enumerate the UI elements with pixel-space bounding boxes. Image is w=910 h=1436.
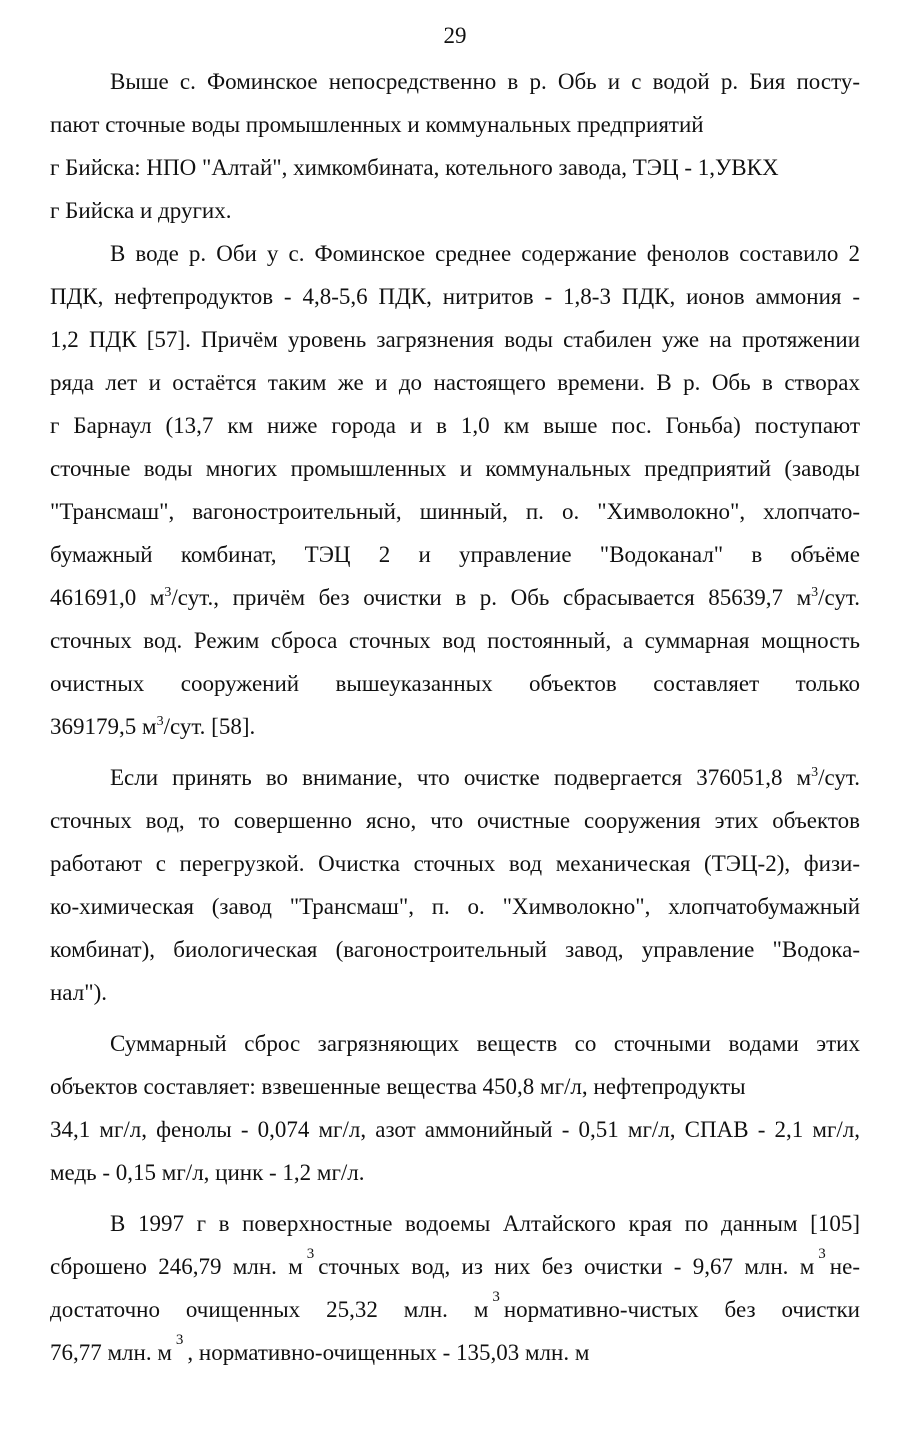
text-line <box>50 576 860 619</box>
page-number: 29 <box>443 23 467 48</box>
text-segment: нормативно-чистых без очистки <box>503 1297 860 1322</box>
superscript: 3 <box>811 585 819 600</box>
text-line: объектов составляет: взвешенные вещества 450,8 мг/л, нефтепродукты <box>50 1074 746 1099</box>
text-line <box>50 1288 860 1331</box>
text-line: пают сточные воды промышленных и коммунальных предприятий <box>50 112 704 137</box>
paragraph-1 <box>50 60 860 232</box>
text-line: г Бийска: НПО "Алтай", химкомбината, котельного завода, ТЭЦ - 1,УВКХ <box>50 155 779 180</box>
text-segment: Если принять во внимание, что очистке подвергается 376051,8 м <box>110 765 812 790</box>
paragraph-4 <box>50 1022 860 1194</box>
text-line: сточные воды многих промышленных и коммунальных предприятий (заводы <box>50 456 860 481</box>
text-line: очистных сооружений вышеуказанных объектов составляет только <box>50 671 860 696</box>
text-segment: 76,77 млн. м <box>50 1340 172 1365</box>
text-line: Выше с. Фоминское непосредственно в р. Обь и с водой р. Бия посту- <box>110 69 860 94</box>
text-line: ПДК, нефтепродуктов - 4,8-5,6 ПДК, нитритов - 1,8-3 ПДК, ионов аммония - <box>50 284 860 309</box>
superscript: 3 <box>811 765 819 780</box>
text-line <box>50 756 860 799</box>
text-line: работают с перегрузкой. Очистка сточных вод механическая (ТЭЦ-2), физи- <box>50 851 860 876</box>
text-segment: 369179,5 м <box>50 714 157 739</box>
text-segment: 461691,0 м <box>50 585 165 610</box>
text-line: В воде р. Оби у с. Фоминское среднее содержание фенолов составило 2 <box>110 241 860 266</box>
superscript: 3 <box>492 1289 500 1305</box>
text-line: Суммарный сброс загрязняющих веществ со сточными водами этих <box>110 1031 860 1056</box>
text-line <box>50 1245 860 1288</box>
text-line: комбинат), биологическая (вагоностроительный завод, управление "Водока- <box>50 937 860 962</box>
paragraph-5 <box>50 1202 860 1374</box>
superscript: 3 <box>164 585 172 600</box>
text-segment: /сут. [58]. <box>163 714 256 739</box>
text-line <box>50 705 860 748</box>
text-line: сточных вод, то совершенно ясно, что очистные сооружения этих объектов <box>50 808 860 833</box>
text-line: ряда лет и остаётся таким же и до настоящего времени. В р. Обь в створах <box>50 370 860 395</box>
body-text <box>50 60 860 1374</box>
text-line: сточных вод. Режим сброса сточных вод постоянный, а суммарная мощность <box>50 628 860 653</box>
text-line: медь - 0,15 мг/л, цинк - 1,2 мг/л. <box>50 1160 365 1185</box>
superscript: 3 <box>175 1332 184 1348</box>
text-segment: /сут., причём без очистки в р. Обь сбрасывается 85639,7 м <box>171 585 812 610</box>
text-segment: сброшено 246,79 млн. м <box>50 1254 303 1279</box>
text-segment: достаточно очищенных 25,32 млн. м <box>50 1297 489 1322</box>
text-line: г Барнаул (13,7 км ниже города и в 1,0 км выше пос. Гоньба) поступают <box>50 413 860 438</box>
text-line: нал"). <box>50 980 107 1005</box>
text-segment: , нормативно-очищенных - 135,03 млн. м <box>187 1340 590 1365</box>
superscript: 3 <box>306 1246 315 1262</box>
text-line: В 1997 г в поверхностные водоемы Алтайского края по данным [105] <box>110 1211 860 1236</box>
text-segment: /сут. <box>818 765 860 790</box>
text-line: бумажный комбинат, ТЭЦ 2 и управление "Водоканал" в объёме <box>50 542 860 567</box>
text-line: 34,1 мг/л, фенолы - 0,074 мг/л, азот аммонийный - 0,51 мг/л, СПАВ - 2,1 мг/л, <box>50 1117 860 1142</box>
text-line <box>50 1331 860 1374</box>
text-segment: /сут. <box>818 585 861 610</box>
text-segment: не- <box>829 1254 860 1279</box>
text-line: "Трансмаш", вагоностроительный, шинный, п. о. "Химволокно", хлопчато- <box>50 499 860 524</box>
paragraph-3 <box>50 756 860 1014</box>
text-line: 1,2 ПДК [57]. Причём уровень загрязнения воды стабилен уже на протяжении <box>50 327 860 352</box>
paragraph-2 <box>50 232 860 748</box>
superscript: 3 <box>818 1246 826 1262</box>
text-line: ко-химическая (завод "Трансмаш", п. о. "Химволокно", хлопчатобумажный <box>50 894 860 919</box>
text-line: г Бийска и других. <box>50 198 232 223</box>
superscript: 3 <box>156 714 164 729</box>
text-segment: сточных вод, из них без очистки - 9,67 млн. м <box>318 1254 815 1279</box>
